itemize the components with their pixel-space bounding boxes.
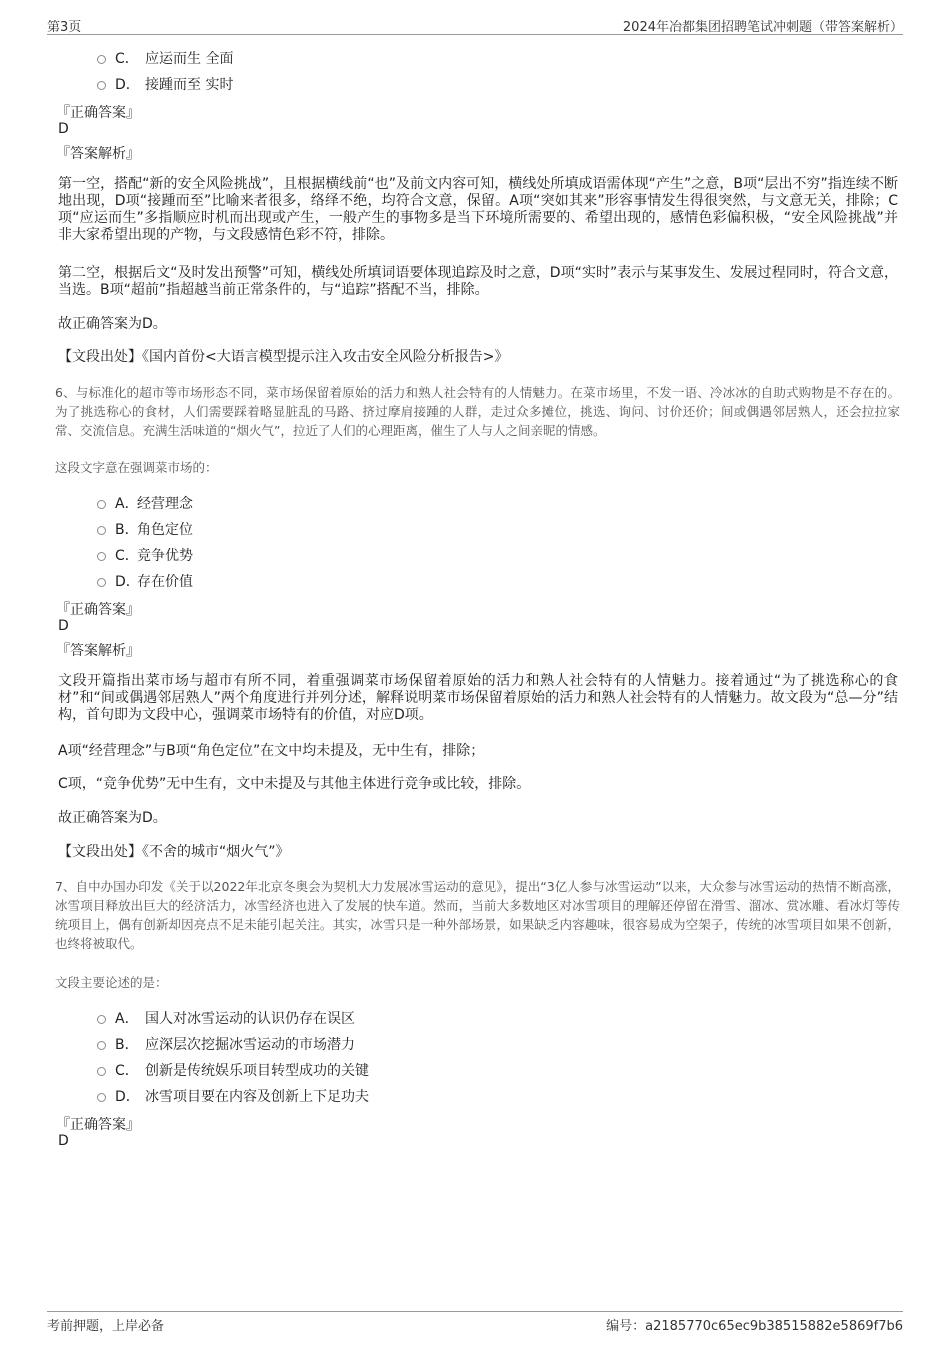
radio-icon[interactable] (97, 55, 106, 64)
radio-icon[interactable] (97, 1041, 106, 1050)
radio-icon[interactable] (97, 1067, 106, 1076)
document-title: 2024年冶都集团招聘笔试冲刺题（带答案解析） (622, 20, 903, 35)
analysis-label: 『答案解析』 (56, 146, 140, 162)
q6-analysis-4: 故正确答案为D。 (58, 810, 167, 826)
page-header (47, 14, 903, 35)
q5-analysis-3: 故正确答案为D。 (58, 316, 167, 332)
q7-question: 7、自中办国办印发《关于以2022年北京冬奥会为契机大力发展冰雪运动的意见》，提出“3亿人参与冰雪运动”以来，大众参与冰雪运动的热情不断高涨，冰雪项目释放出巨大的经济活力，冰雪经济也进入了发展的快车道。然而，当前大多数地区对冰雪项目的理解还停留在滑雪、溜冰、赏冰雕、看冰灯等传统项目上，偶有创新却因亮点不足未能引起关注。其实，冰雪只是一种外部场景，如果缺乏内容趣味，很容易成为空架子，传统的冰雪项目如果不创新，也终将被取代。 (55, 879, 900, 951)
q7-answer: D (58, 1133, 69, 1149)
radio-icon[interactable] (97, 81, 106, 90)
q7-prompt: 文段主要论述的是： (55, 975, 168, 990)
q5-source: 【文段出处】《国内首份<大语言模型提示注入攻击安全风险分析报告>》 (58, 349, 509, 365)
correct-answer-label: 『正确答案』 (56, 1117, 140, 1133)
footer-slogan: 考前押题，上岸必备 (47, 1319, 165, 1334)
radio-icon[interactable] (97, 500, 106, 509)
correct-answer-label: 『正确答案』 (56, 105, 140, 121)
analysis-label: 『答案解析』 (56, 643, 140, 659)
q6-analysis-2: A项“经营理念”与B项“角色定位”在文中均未提及，无中生有，排除； (58, 743, 485, 759)
page-number: 第3页 (47, 20, 82, 35)
q6-question: 6、与标准化的超市等市场形态不同，菜市场保留着原始的活力和熟人社会特有的人情魅力。在菜市场里，不发一语、冷冰冰的自助式购物是不存在的。为了挑选称心的食材，人们需要踩着略显脏乱的马路、挤过摩肩接踵的人群，走过众多摊位，挑选、询问、讨价还价；间或偶遇邻居熟人，还会拉拉家常、交流信息。充满生活味道的“烟火气”，拉近了人们的心理距离，催生了人与人之间亲昵的情感。 (55, 385, 900, 438)
q5-analysis-1: 第一空，搭配“新的安全风险挑战”，且根据横线前“也”及前文内容可知，横线处所填成语需体现“产生”之意，B项“层出不穷”指连续不断地出现，D项“接踵而至”比喻来者很多，络绎不绝，均符合文意，保留。A项“突如其来”形容事情发生得很突然，与文意无关，排除；C项“应运而生”多指顺应时机而出现或产生，一般产生的事物多是当下环境所需要的、希望出现的，感情色彩偏积极，“安全风险挑战”并非大家希望出现的产物，与文段感情色彩不符，排除。 (58, 176, 898, 243)
radio-icon[interactable] (97, 578, 106, 587)
page-footer (47, 1311, 903, 1336)
q6-analysis-3: C项，“竞争优势”无中生有，文中未提及与其他主体进行竞争或比较，排除。 (58, 776, 531, 792)
q5-analysis-2: 第二空，根据后文“及时发出预警”可知，横线处所填词语要体现追踪及时之意，D项“实时”表示与某事发生、发展过程同时，符合文意，当选。B项“超前”指超越当前正常条件的，与“追踪”搭配不当，排除。 (58, 265, 898, 298)
radio-icon[interactable] (97, 526, 106, 535)
q6-answer: D (58, 618, 69, 634)
q6-prompt: 这段文字意在强调菜市场的： (55, 460, 218, 475)
radio-icon[interactable] (97, 1093, 106, 1102)
document-id: 编号：a2185770c65ec9b38515882e5869f7b6 (606, 1319, 903, 1334)
correct-answer-label: 『正确答案』 (56, 602, 140, 618)
radio-icon[interactable] (97, 552, 106, 561)
radio-icon[interactable] (97, 1015, 106, 1024)
q6-analysis-1: 文段开篇指出菜市场与超市有所不同，着重强调菜市场保留着原始的活力和熟人社会特有的人情魅力。接着通过“为了挑选称心的食材”和“间或偶遇邻居熟人”两个角度进行并列分述，解释说明菜市场保留着原始的活力和熟人社会特有的人情魅力。故文段为“总—分”结构，首句即为文段中心，强调菜市场特有的价值，对应D项。 (58, 673, 898, 723)
q6-source: 【文段出处】《不舍的城市“烟火气”》 (58, 844, 290, 860)
q5-answer: D (58, 121, 69, 137)
